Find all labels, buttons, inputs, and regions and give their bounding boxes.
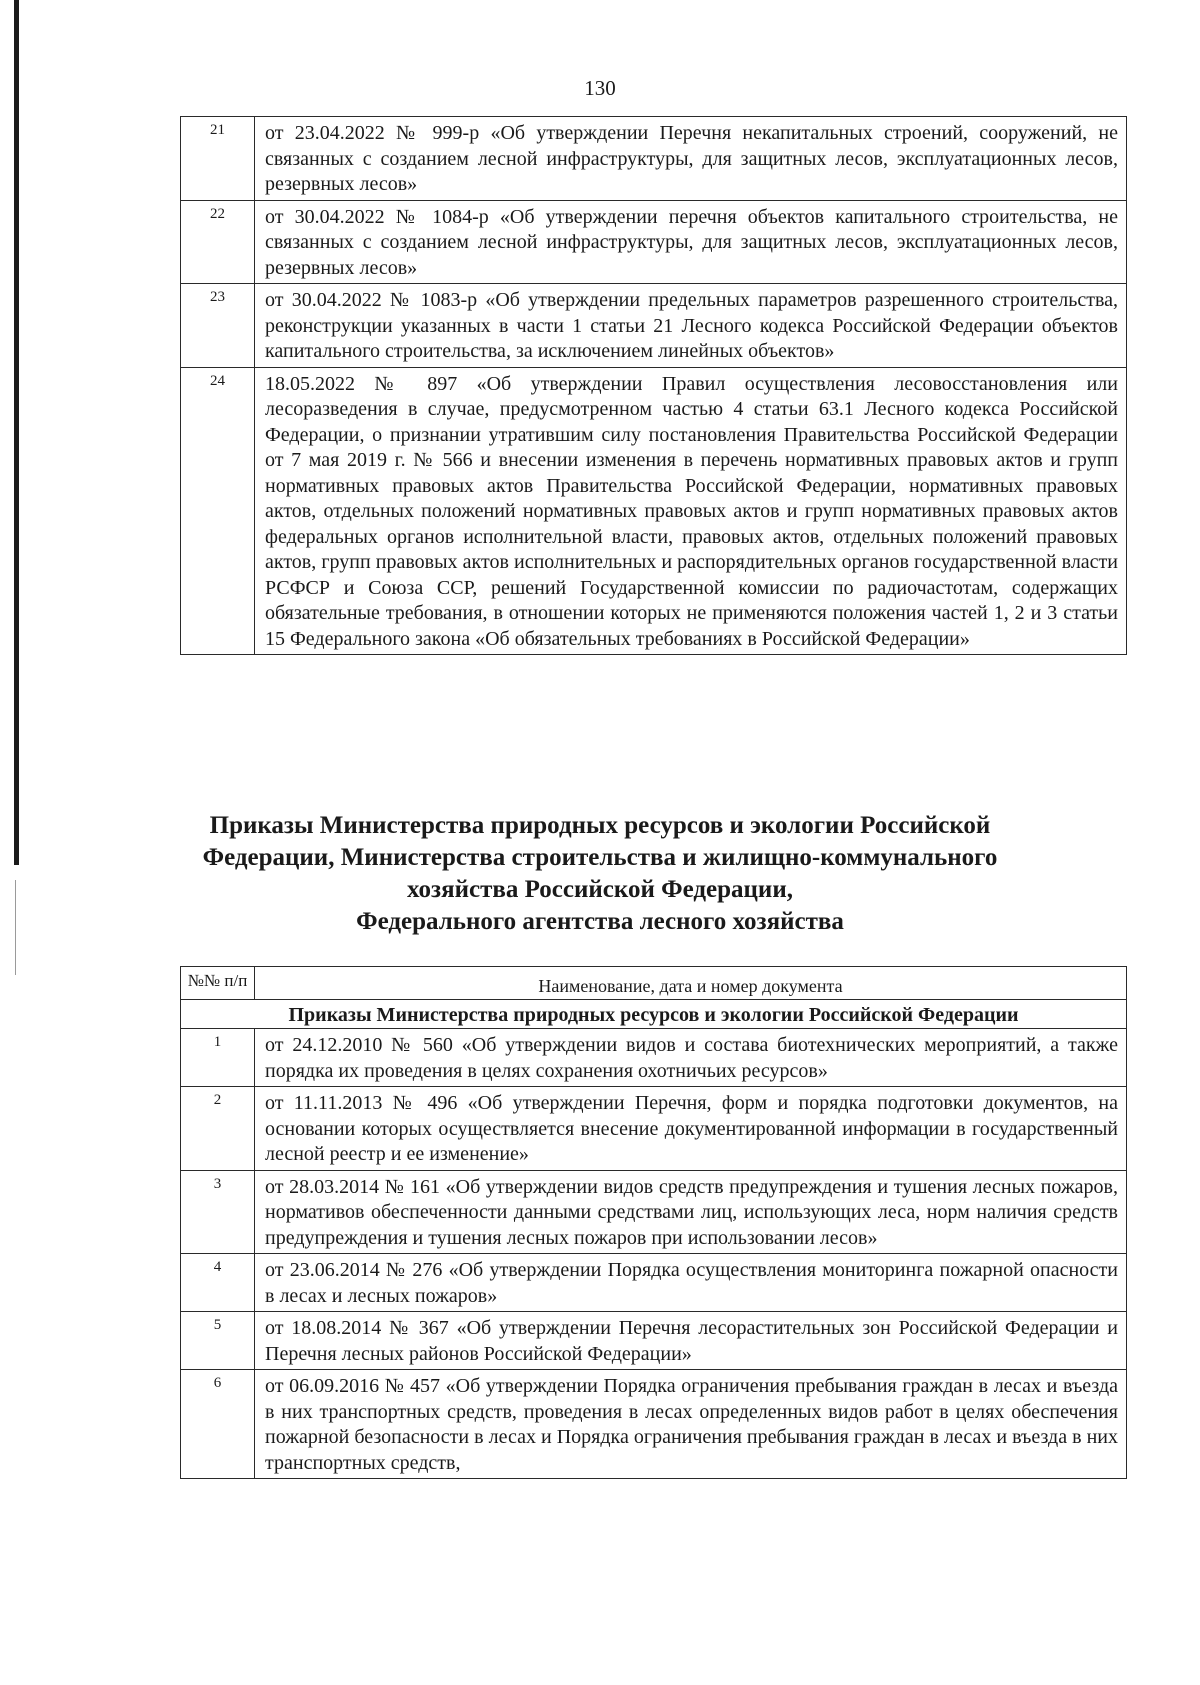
section-title [150,810,1050,938]
row-number: 5 [181,1312,255,1370]
row-text: от 11.11.2013 № 496 «Об утверждении Перечня, форм и порядка подготовки документов, на основании которых осуществляется внесение документированной информации в государственный лесной реестр и ее изменение» [255,1087,1127,1171]
table-header-row [181,967,1127,1000]
row-text: от 23.04.2022 № 999-р «Об утверждении Перечня некапитальных строений, сооружений, не связанных с созданием лесной инфраструктуры, для защитных лесов, эксплуатационных лесов, резервных лесов» [255,117,1127,201]
orders-table [180,966,1127,1479]
ministry-subheader: Приказы Министерства природных ресурсов и экологии Российской Федерации [181,1000,1127,1029]
scan-edge-line [15,880,16,975]
section-title-line: хозяйства Российской Федерации, [407,876,793,903]
table-row [181,117,1127,201]
row-number: 6 [181,1370,255,1479]
table-subheader-row [181,1000,1127,1029]
table-row [181,200,1127,284]
row-number: 24 [181,367,255,655]
row-number: 2 [181,1087,255,1171]
table-row [181,1312,1127,1370]
section-title-line: Федерального агентства лесного хозяйства [356,908,844,935]
table-row [181,1087,1127,1171]
table-row [181,1170,1127,1254]
row-text: от 28.03.2014 № 161 «Об утверждении видов средств предупреждения и тушения лесных пожаров, нормативов обеспеченности данными средствами лиц, использующих леса, норм наличия средств предупреждения и тушения лесных пожаров при использовании лесов» [255,1170,1127,1254]
row-text: 18.05.2022 № 897 «Об утверждении Правил осуществления лесовосстановления или лесоразведения в случае, предусмотренном частью 4 статьи 63.1 Лесного кодекса Российской Федерации, о признании утратившим силу постановления Правительства Российской Федерации от 7 мая 2019 г. № 566 и внесении изменения в перечень нормативных правовых актов и групп нормативных правовых актов Правительства Российской Федерации, нормативных правовых актов, отдельных положений нормативных правовых актов и групп нормативных правовых актов федеральных органов исполнительной власти, правовых актов, отдельных положений правовых актов, групп правовых актов исполнительных и распорядительных органов государственной власти РСФСР и Союза ССР, решений Государственной комиссии по радиочастотам, содержащих обязательные требования, в отношении которых не применяются положения частей 1, 2 и 3 статьи 15 Федерального закона «Об обязательных требованиях в Российской Федерации» [255,367,1127,655]
row-text: от 23.06.2014 № 276 «Об утверждении Порядка осуществления мониторинга пожарной опасности в лесах и лесных пожаров» [255,1254,1127,1312]
row-number: 1 [181,1029,255,1087]
resolutions-table [180,116,1127,655]
row-number: 23 [181,284,255,368]
row-text: от 30.04.2022 № 1083-р «Об утверждении предельных параметров разрешенного строительства, реконструкции указанных в части 1 статьи 21 Лесного кодекса Российской Федерации объектов капитального строительства, за исключением линейных объектов» [255,284,1127,368]
table-row [181,1029,1127,1087]
scan-edge-shadow [14,0,19,865]
row-text: от 18.08.2014 № 367 «Об утверждении Перечня лесорастительных зон Российской Федерации и Перечня лесных районов Российской Федерации» [255,1312,1127,1370]
table-row [181,1370,1127,1479]
row-number: 22 [181,200,255,284]
table-row [181,367,1127,655]
table-row [181,1254,1127,1312]
row-text: от 24.12.2010 № 560 «Об утверждении видов и состава биотехнических мероприятий, а также порядка их проведения в целях сохранения охотничьих ресурсов» [255,1029,1127,1087]
row-number: 21 [181,117,255,201]
row-text: от 06.09.2016 № 457 «Об утверждении Порядка ограничения пребывания граждан в лесах и въезда в них транспортных средств, проведения в лесах определенных видов работ в целях обеспечения пожарной безопасности в лесах и Порядка ограничения пребывания граждан в лесах и въезда в них транспортных средств, [255,1370,1127,1479]
table-row [181,284,1127,368]
row-number: 4 [181,1254,255,1312]
row-text: от 30.04.2022 № 1084-р «Об утверждении перечня объектов капитального строительства, не связанных с созданием лесной инфраструктуры, для защитных лесов, эксплуатационных лесов, резервных лесов» [255,200,1127,284]
section-title-line: Федерации, Министерства строительства и жилищно-коммунального [202,844,998,871]
section-title-line: Приказы Министерства природных ресурсов и экологии Российской [209,812,991,839]
row-number: 3 [181,1170,255,1254]
column-header-number: №№ п/п [181,967,255,1000]
page-number: 130 [584,76,616,100]
column-header-name: Наименование, дата и номер документа [255,967,1127,1000]
